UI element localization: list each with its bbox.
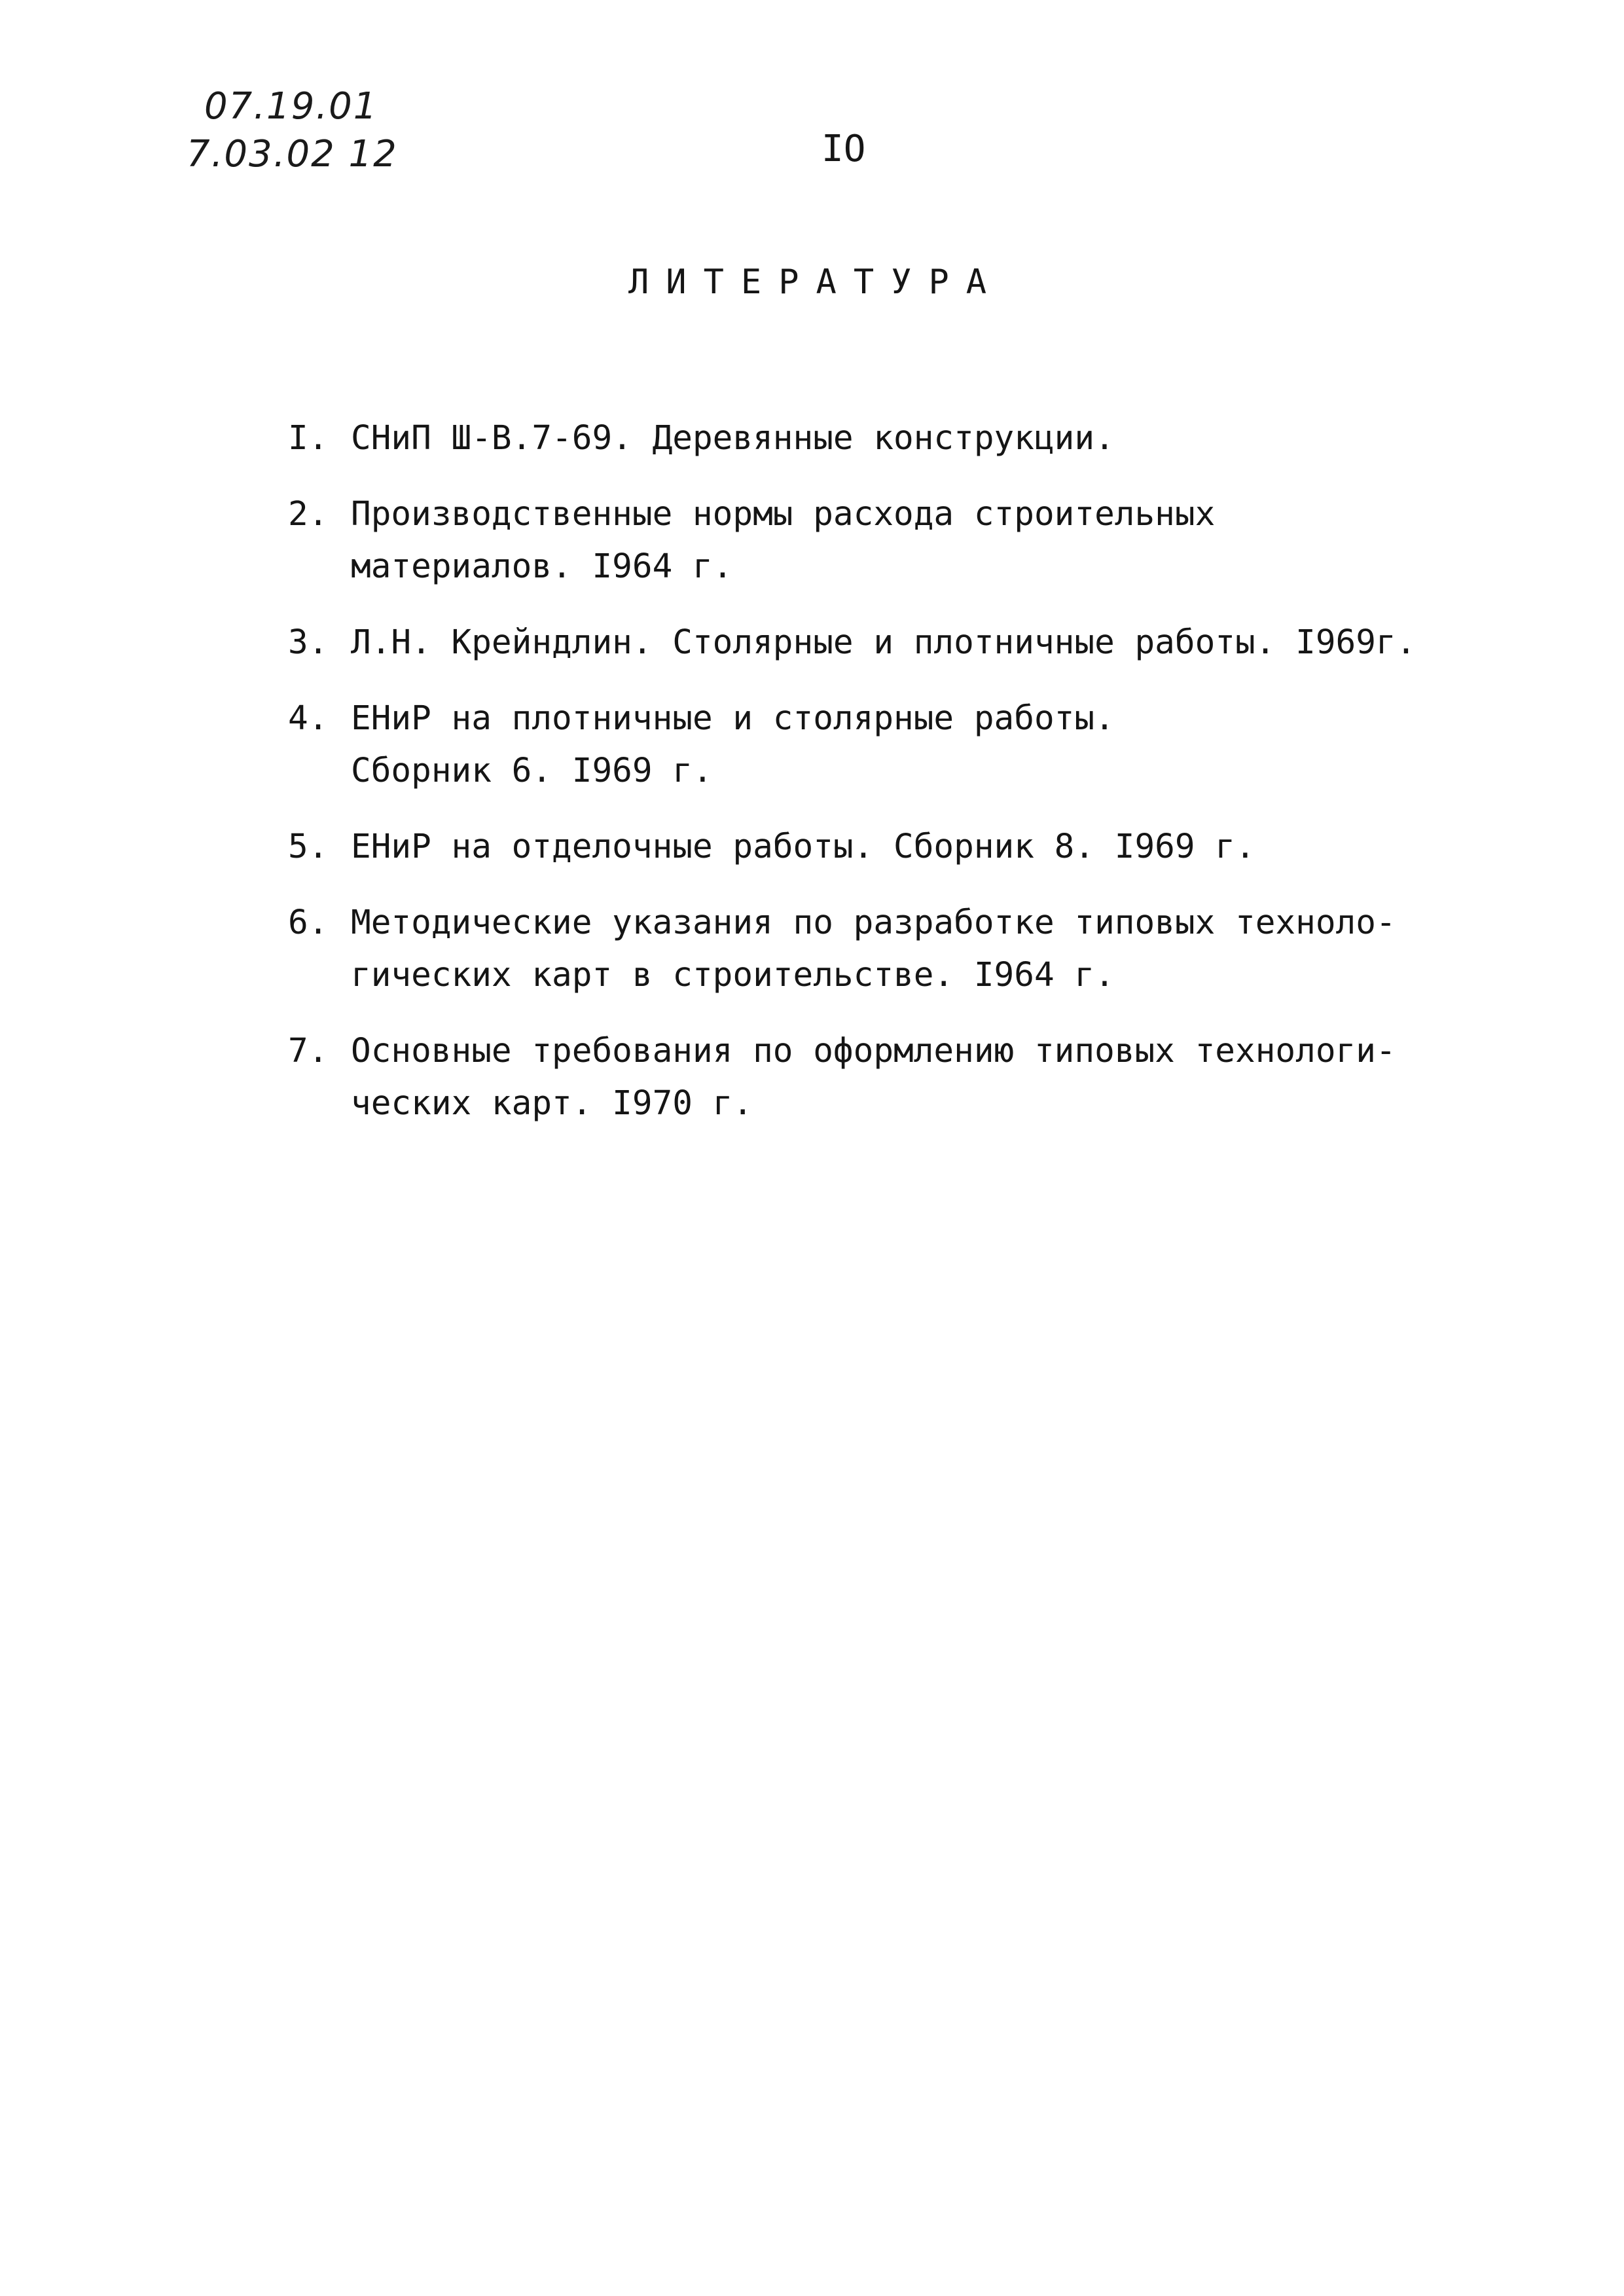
reference-line: гических карт в строительстве. I964 г. — [351, 956, 1115, 994]
reference-line: Основные требования по оформлению типовых технологи- — [351, 1032, 1396, 1070]
handwritten-code-line: 7.03.02 12 — [187, 133, 398, 175]
reference-item — [288, 488, 1564, 593]
reference-line: ЕНиР на отделочные работы. Сборник 8. I969 г. — [351, 828, 1255, 866]
reference-line: Производственные нормы расхода строительных — [351, 495, 1216, 534]
reference-line: ческих карт. I970 г. — [351, 1084, 753, 1123]
reference-text — [351, 412, 1115, 465]
reference-item — [288, 897, 1564, 1002]
reference-number: 5. — [288, 828, 329, 866]
reference-number: 6. — [288, 903, 329, 942]
reference-item — [288, 821, 1564, 873]
reference-item — [288, 412, 1564, 465]
reference-item — [288, 1025, 1564, 1130]
reference-text — [351, 693, 1115, 797]
reference-line: Сборник 6. I969 г. — [351, 752, 713, 790]
reference-item — [288, 693, 1564, 797]
reference-text — [351, 617, 1416, 669]
reference-number: I. — [288, 419, 329, 458]
reference-number: 3. — [288, 623, 329, 662]
reference-text — [351, 821, 1255, 873]
reference-text — [351, 1025, 1396, 1130]
page-number: IO — [821, 128, 866, 170]
reference-text — [351, 488, 1215, 593]
reference-text — [351, 897, 1396, 1002]
reference-line: СНиП Ш-В.7-69. Деревянные конструкции. — [351, 419, 1115, 458]
reference-item — [288, 617, 1564, 669]
reference-list — [288, 412, 1564, 1154]
reference-number: 2. — [288, 495, 329, 534]
reference-number: 7. — [288, 1032, 329, 1070]
reference-line: Методические указания по разработке типовых техноло- — [351, 903, 1396, 942]
reference-line: Л.Н. Крейндлин. Столярные и плотничные работы. I969г. — [351, 623, 1416, 662]
page-title: ЛИТЕРАТУРА — [628, 263, 1004, 302]
reference-line: материалов. I964 г. — [351, 547, 733, 586]
reference-line: ЕНиР на плотничные и столярные работы. — [351, 699, 1115, 738]
handwritten-code-line: 07.19.01 — [204, 85, 378, 128]
reference-number: 4. — [288, 699, 329, 738]
